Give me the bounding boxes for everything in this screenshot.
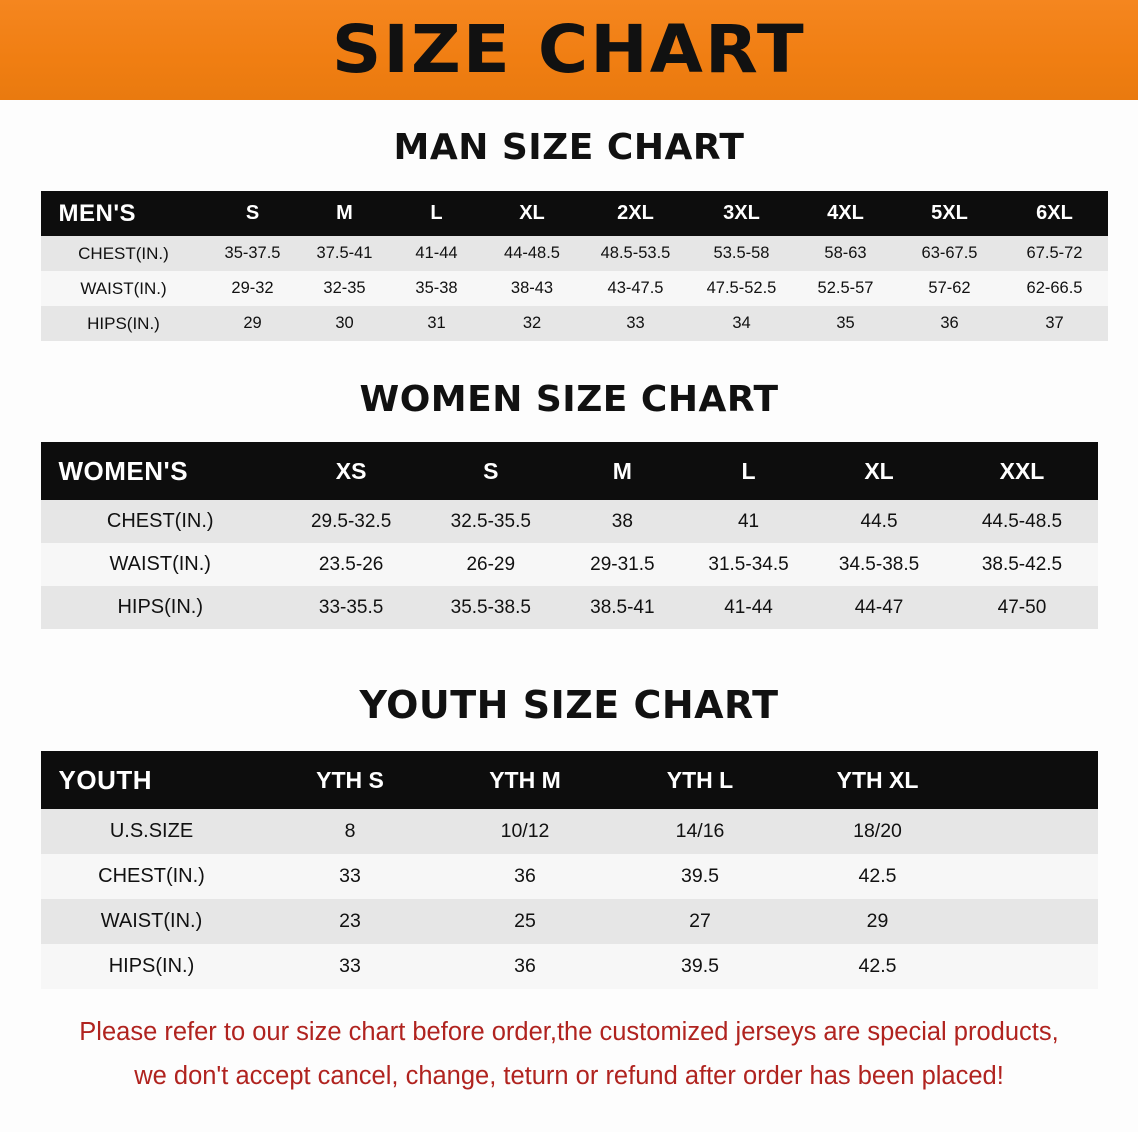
man-cell: 37.5-41: [316, 244, 373, 262]
man-header-cell: 6XL: [1036, 202, 1073, 224]
women-cell: 29.5-32.5: [310, 510, 392, 532]
man-size-table: [41, 191, 1108, 341]
women-cell: 35.5-38.5: [450, 596, 531, 618]
man-cell: 38-43: [510, 279, 554, 297]
youth-cell-filler: [968, 809, 1098, 854]
man-cell: 36: [940, 314, 959, 332]
man-header-cell: 4XL: [827, 202, 864, 224]
women-cell: 38: [611, 510, 633, 532]
women-cell: 38.5-42.5: [981, 553, 1063, 575]
table-row: [41, 809, 1098, 854]
man-cell: 44-48.5: [504, 244, 560, 262]
man-header-cell: 2XL: [617, 202, 654, 224]
table-row: [41, 271, 1108, 306]
banner: [0, 0, 1138, 100]
women-cell: 29-31.5: [590, 553, 655, 575]
youth-cell: 36: [514, 865, 536, 887]
women-size-table-wrap: [41, 442, 1098, 629]
man-cell: 29-32: [231, 279, 274, 297]
women-section-heading: WOMEN SIZE CHART: [359, 379, 779, 420]
youth-cell: 8: [344, 820, 356, 842]
youth-cell-filler: [968, 899, 1098, 944]
youth-header-cell: YTH M: [489, 766, 561, 793]
page-title: SIZE CHART: [332, 11, 806, 88]
man-row-label: WAIST(IN.): [80, 278, 167, 298]
man-row-label: CHEST(IN.): [78, 243, 169, 263]
youth-cell: 42.5: [858, 955, 897, 977]
women-cell: 32.5-35.5: [450, 510, 531, 532]
table-row: [41, 944, 1098, 989]
man-cell: 67.5-72: [1026, 244, 1083, 262]
man-cell: 35: [836, 314, 855, 332]
women-cell: 41-44: [724, 596, 773, 618]
man-cell: 43-47.5: [607, 279, 664, 297]
women-cell: 44.5-48.5: [981, 510, 1063, 532]
table-row: [41, 854, 1098, 899]
women-cell: 44-47: [854, 596, 904, 618]
youth-row-label: HIPS(IN.): [108, 955, 195, 977]
youth-size-table: [41, 751, 1098, 989]
man-row-label: HIPS(IN.): [87, 313, 160, 333]
women-cell: 47-50: [997, 596, 1047, 618]
youth-cell: 23: [339, 910, 361, 932]
man-cell: 34: [732, 314, 751, 332]
man-size-table-wrap: [41, 191, 1098, 341]
women-cell: 44.5: [860, 510, 898, 532]
youth-cell: 25: [514, 910, 536, 932]
youth-header-cell: YTH L: [666, 766, 734, 793]
youth-size-table-wrap: [41, 751, 1098, 989]
table-row: [41, 543, 1098, 586]
women-header-cell: M: [612, 457, 632, 484]
women-header-cell: XL: [864, 457, 894, 484]
table-row: [41, 500, 1098, 543]
women-table-header-row: [41, 442, 1098, 500]
youth-cell: 10/12: [500, 820, 550, 842]
table-row: [41, 586, 1098, 629]
man-cell: 41-44: [415, 244, 458, 262]
man-header-cell: L: [430, 202, 443, 224]
man-cell: 35-38: [415, 279, 458, 297]
man-cell: 53.5-58: [713, 244, 770, 262]
man-cell: 31: [427, 314, 446, 332]
table-row: [41, 306, 1108, 341]
women-cell: 41: [737, 510, 760, 532]
youth-cell: 27: [689, 910, 711, 932]
policy-note: [69, 1011, 1069, 1099]
table-row: [41, 236, 1108, 271]
youth-section-heading: YOUTH SIZE CHART: [359, 683, 779, 727]
man-table-header-row: [41, 191, 1108, 236]
women-header-cell: L: [741, 457, 756, 484]
women-cell: 26-29: [466, 553, 516, 575]
man-header-cell: 5XL: [931, 202, 968, 224]
man-cell: 35-37.5: [224, 244, 281, 262]
youth-row-label: WAIST(IN.): [100, 910, 203, 932]
youth-cell: 18/20: [853, 820, 902, 842]
man-header-cell: M: [336, 202, 353, 224]
youth-cell-filler: [968, 854, 1098, 899]
women-row-label: WAIST(IN.): [109, 553, 211, 575]
youth-cell-filler: [968, 944, 1098, 989]
man-cell: 33: [626, 314, 645, 332]
man-cell: 47.5-52.5: [706, 279, 777, 297]
women-header-cell: XS: [335, 457, 367, 484]
women-cell: 38.5-41: [590, 596, 655, 618]
man-header-cell: XL: [519, 202, 545, 224]
man-cell: 48.5-53.5: [600, 244, 671, 262]
women-cell: 33-35.5: [318, 596, 384, 618]
youth-cell: 39.5: [681, 865, 719, 887]
man-cell: 63-67.5: [921, 244, 978, 262]
policy-note-line-1: Please refer to our size chart before order,the customized jerseys are special products,: [79, 1018, 1059, 1046]
women-cell: 23.5-26: [318, 553, 384, 575]
youth-cell: 14/16: [675, 820, 725, 842]
youth-cell: 29: [866, 910, 889, 932]
women-cell: 31.5-34.5: [708, 553, 789, 575]
youth-table-header-row: [41, 751, 1098, 809]
youth-row-label: U.S.SIZE: [109, 820, 194, 842]
man-cell: 57-62: [928, 279, 971, 297]
man-cell: 37: [1045, 314, 1064, 332]
youth-header-filler: [968, 751, 1098, 809]
table-row: [41, 899, 1098, 944]
man-cell: 62-66.5: [1026, 279, 1083, 297]
women-header-cell: S: [483, 457, 499, 484]
women-header-cell: XXL: [999, 457, 1045, 484]
man-header-cell: MEN'S: [58, 199, 137, 227]
youth-cell: 33: [339, 955, 361, 977]
youth-header-cell: YOUTH: [58, 764, 152, 795]
man-header-cell: 3XL: [723, 202, 760, 224]
man-cell: 29: [243, 314, 262, 332]
man-cell: 58-63: [824, 244, 867, 262]
youth-cell: 39.5: [681, 955, 719, 977]
policy-note-line-2: we don't accept cancel, change, teturn or refund after order has been placed!: [134, 1061, 1004, 1090]
women-row-label: CHEST(IN.): [106, 510, 214, 532]
youth-header-cell: YTH XL: [836, 766, 919, 793]
man-cell: 52.5-57: [817, 279, 874, 297]
man-cell: 30: [335, 314, 354, 332]
youth-cell: 33: [339, 865, 361, 887]
women-row-label: HIPS(IN.): [117, 596, 203, 618]
man-section-heading: MAN SIZE CHART: [393, 127, 745, 168]
youth-cell: 42.5: [858, 865, 897, 887]
women-header-cell: WOMEN'S: [58, 455, 189, 486]
youth-cell: 36: [514, 955, 536, 977]
youth-row-label: CHEST(IN.): [98, 865, 205, 887]
man-cell: 32-35: [323, 279, 366, 297]
youth-header-cell: YTH S: [316, 766, 384, 793]
women-cell: 34.5-38.5: [838, 553, 920, 575]
man-cell: 32: [522, 314, 542, 332]
man-header-cell: S: [245, 202, 260, 224]
women-size-table: [41, 442, 1098, 629]
